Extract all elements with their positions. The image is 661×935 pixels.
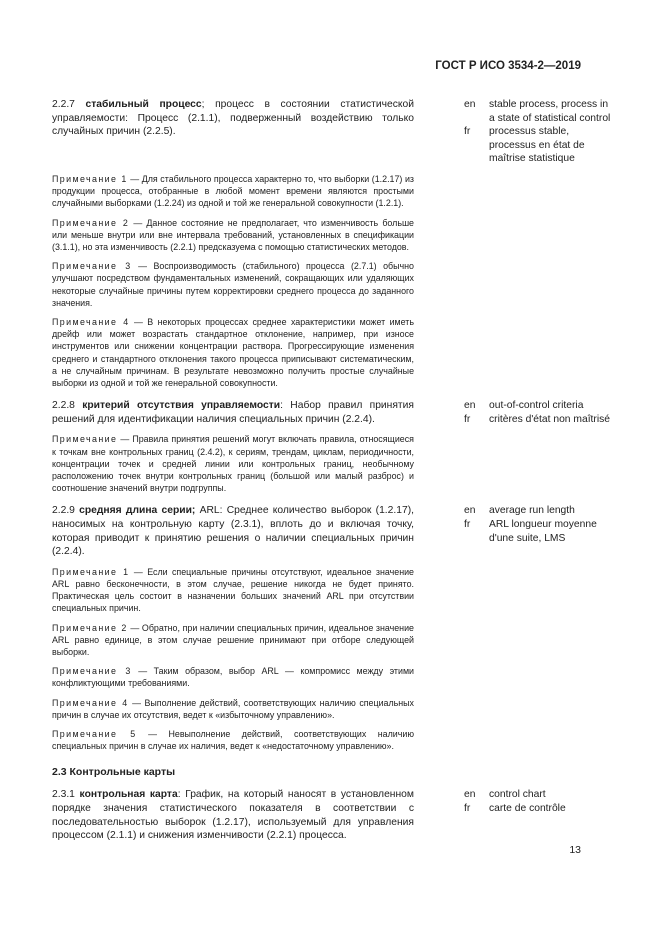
equivalent-term: control chart xyxy=(489,789,546,801)
equivalent-term: critères d'état non maîtrisé xyxy=(489,413,611,425)
note-text: — Обратно, при наличии специальных причин, идеальное значение ARL равно единице, в этом случае решение принимают при отборе следующей выборки. xyxy=(52,622,414,658)
section-title: 2.3 Контрольные карты xyxy=(52,766,176,779)
term-definition-text: Набор правил принятия решений для идентификации наличия специальных причин (2.2.4). xyxy=(52,400,414,425)
note xyxy=(52,217,414,254)
term-colon: : xyxy=(177,789,181,801)
term-equivalents xyxy=(464,98,612,166)
term-definition xyxy=(52,504,414,558)
document-body xyxy=(52,98,612,853)
lang-code: en xyxy=(464,505,476,517)
term-colon: : xyxy=(280,400,284,412)
page-number: 13 xyxy=(569,844,581,856)
note-label: Примечание 1 xyxy=(52,566,130,577)
note-label: Примечание 4 xyxy=(52,317,130,327)
term-number: 2.2.7 xyxy=(52,99,75,110)
equivalent-term: ARL longueur moyenne d'une suite, LMS xyxy=(489,519,597,544)
note xyxy=(52,566,414,615)
note-text: — Данное состояние не предполагает, что изменчивость больше или меньше внутри или вне интервала требований, установленных в спецификации (3.1.1), но эта изменчивость (2.2.1) предсказуема с помощью статистических методов. xyxy=(52,217,414,252)
note-label: Примечание 1 xyxy=(52,173,128,184)
lang-code: en xyxy=(464,99,476,110)
note xyxy=(52,622,414,659)
equivalent-term: carte de contrôle xyxy=(489,803,566,815)
lang-code: fr xyxy=(464,126,471,138)
term-number: 2.2.8 xyxy=(52,400,75,412)
note-label: Примечание 5 xyxy=(52,729,137,740)
term-definition-text: График, на который наносят в установленном порядке значения статистического показателя в соответствии с последовательностью выборок (1.2.17), используемый для управления процессом (2.1.1) и снижения изменчивости (2.2.1) процесса. xyxy=(52,789,414,842)
note-label: Примечание xyxy=(52,434,118,445)
note xyxy=(52,433,414,494)
term-title: контрольная карта xyxy=(79,789,178,801)
note xyxy=(52,728,414,752)
term-equivalents xyxy=(464,399,612,426)
note-label: Примечание 2 xyxy=(52,622,128,633)
term-entry-2-3-1 xyxy=(52,788,612,842)
note-text: — Воспроизводимость (стабильного) процесса (2.7.1) обычно улучшают посредством фундаментальных изменений, сокращающих или удаляющих некоторые случайные причины путем корректировки среднего процесса до заданного значения. xyxy=(52,261,414,308)
note-text: — Если специальные причины отсутствуют, идеальное значение ARL равно бесконечности, в этом случае, решение никогда не будет принято. Практическая цель состоит в назначении больших значений ARL при отсутствии специальных причин. xyxy=(52,566,414,614)
note-label: Примечание 4 xyxy=(52,697,129,708)
term-separator: ; xyxy=(191,505,196,517)
note-text: — Правила принятия решений могут включать правила, относящиеся к точкам вне контрольных границ (2.4.2), к сериям, трендам, циклам, периодичности, концентрации точек и средней линии или контрольных границ, необычному расположению точек внутри контрольных границ (большой или малый разброс) и соотношение значений внутри подгруппы. xyxy=(52,434,414,494)
lang-code: fr xyxy=(464,519,471,531)
lang-code: en xyxy=(464,400,476,412)
note xyxy=(52,316,414,389)
term-definition xyxy=(52,399,414,426)
lang-code: fr xyxy=(464,803,471,815)
note-text: — Выполнение действий, соответствующих наличию специальных причин в случае их отсутствия, ведет к «избыточному управлению». xyxy=(52,697,414,720)
note xyxy=(52,665,414,689)
term-colon: : xyxy=(125,112,129,124)
term-equivalents xyxy=(464,788,612,842)
note-label: Примечание 3 xyxy=(52,666,132,677)
term-title: стабильный процесс xyxy=(85,99,202,110)
note-label: Примечание 3 xyxy=(52,261,132,272)
note xyxy=(52,260,414,309)
term-equivalents xyxy=(464,504,612,558)
term-definition xyxy=(52,788,414,842)
term-definition-text: Процесс (2.1.1), подверженный воздействию только случайных причин (2.2.5). xyxy=(52,112,414,138)
term-alt-title: процесс в состоянии статистической управляемости xyxy=(52,99,414,124)
term-entry-2-2-9 xyxy=(52,504,612,752)
note-text: — В некоторых процессах среднее характеристики может иметь дрейф или может возрастать стандартное отклонение, например, при износе инструментов или снижении концентрации раствора. Прогрессирующие изменения среднего и стандартного отклонения такого процесса приписывают систематическим, а не случайным причинам. В результате невозможно получить простые случайные выборки из одной и той же генеральной совокупности. xyxy=(52,317,414,389)
term-title: критерий отсутствия управляемости xyxy=(82,400,281,412)
term-entry-2-2-7 xyxy=(52,98,612,389)
term-number: 2.2.9 xyxy=(52,505,75,517)
term-definition-text: ARL: Среднее количество выборок (1.2.17), наносимых на контрольную карту (2.3.1), вплоть до и включая точку, которая приводит к принятию решения о наличии специальных причин (2.2.4). xyxy=(52,505,414,558)
term-definition xyxy=(52,98,414,166)
standard-header: ГОСТ Р ИСО 3534-2—2019 xyxy=(435,60,581,72)
term-number: 2.3.1 xyxy=(52,789,75,801)
equivalent-term: out-of-control criteria xyxy=(489,400,584,412)
term-entry-2-2-8 xyxy=(52,399,612,494)
equivalent-term: processus stable, processus en état de maîtrise statistique xyxy=(489,126,585,165)
note xyxy=(52,173,414,210)
note-text: — Таким образом, выбор ARL — компромисс между этими конфликтующими требованиями. xyxy=(52,666,414,689)
note-label: Примечание 2 xyxy=(52,217,130,228)
equivalent-term: average run length xyxy=(489,505,575,517)
lang-code: en xyxy=(464,789,476,801)
lang-code: fr xyxy=(464,413,471,425)
term-separator: ; xyxy=(201,99,205,110)
term-title: средняя длина серии xyxy=(79,505,192,517)
equivalent-term: stable process, process in a state of statistical control xyxy=(489,99,611,124)
note xyxy=(52,697,414,721)
note-text: — Невыполнение действий, соответствующих наличию специальных причин в случае их наличия, ведет к «недостаточному управлению». xyxy=(52,729,414,752)
note-text: — Для стабильного процесса характерно то, что выборки (1.2.17) из продукции процесса, отобранные в любой момент времени являются простыми случайными выборками (1.2.24) из одной и той же генеральной совокупности (1.2.1). xyxy=(52,173,414,209)
